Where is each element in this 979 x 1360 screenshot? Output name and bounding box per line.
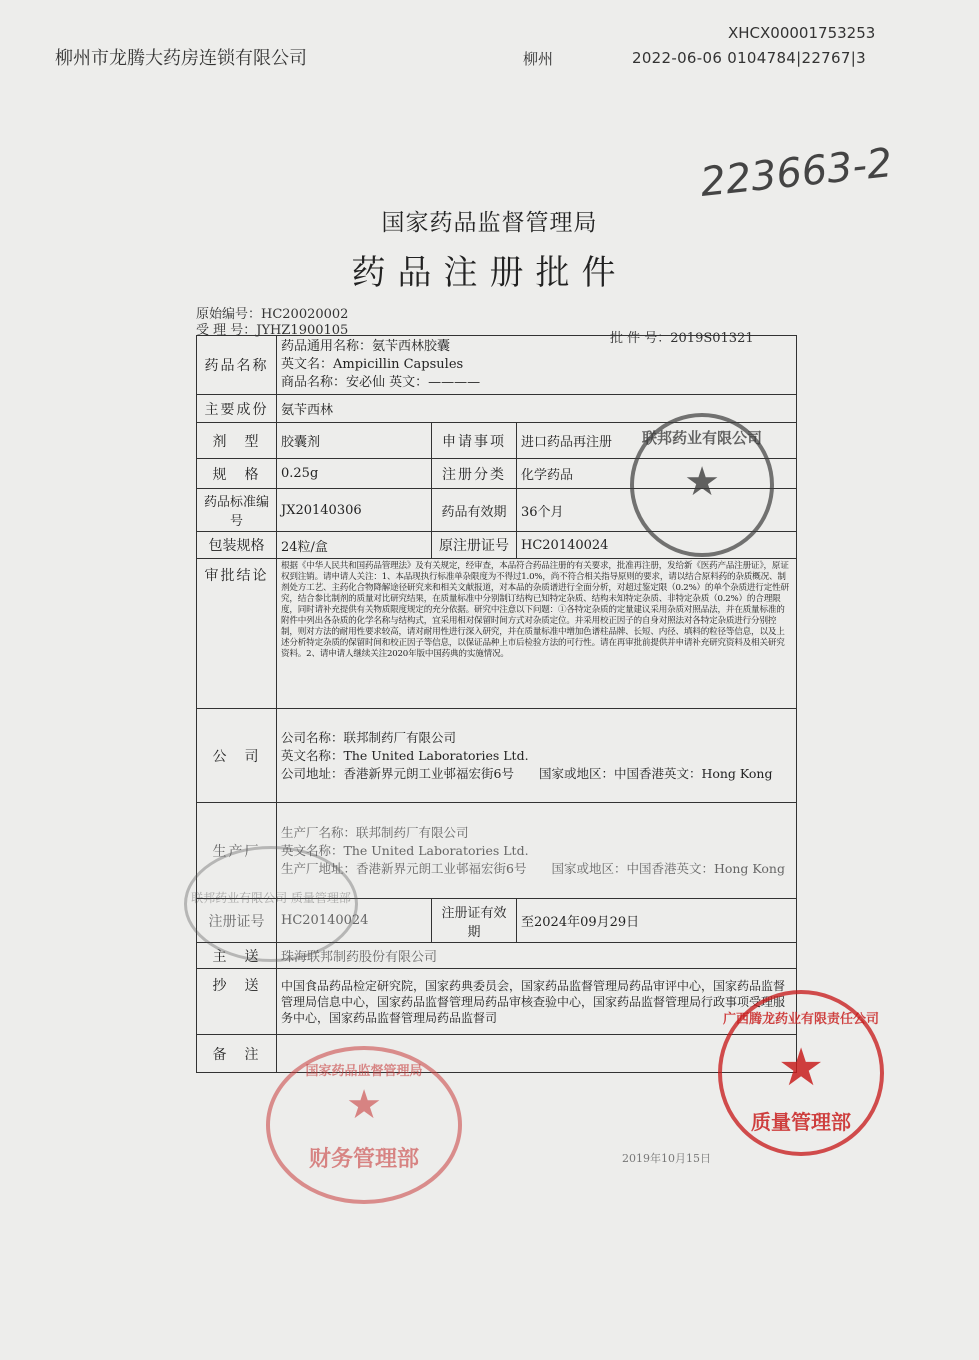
gray-seal — [184, 846, 358, 962]
ingredient-value: 氨苄西林 — [277, 395, 797, 423]
lianbang-seal — [630, 413, 774, 557]
standard-value: JX20140306 — [277, 489, 432, 532]
date-reference: 2022-06-06 0104784|22767|3 — [632, 49, 866, 67]
signature-date: 2019年10月15日 — [622, 1152, 711, 1165]
label-reg-validity: 注册证有效期 — [432, 899, 517, 943]
row-cc — [197, 969, 797, 1035]
manufacturer-name: 生产厂名称：联邦制药厂有限公司 — [281, 824, 469, 840]
manufacturer-info — [277, 803, 797, 899]
government-seal — [266, 1046, 462, 1204]
company-info — [277, 709, 797, 803]
conclusion-text: 根据《中华人民共和国药品管理法》及有关规定，经审查，本品符合药品注册的有关要求，批准再注册，发给新《医药产品注册证》，原证权到注销。请申请人关注：1、本品现执行标准单杂限度为不得过1.0%，尚不符合相关指导原则的要求，请以结合原料药的杂质概况、制剂处方工艺、主药化合物降解途径研究来和相关文献报道，对本品的杂质谱进行全面分析，对超过鉴定限（0.2%）的单个杂质进行定性研究，结合参比制剂的质量对比研究结果，在质量标准中分别制订结构已知特定杂质、结构未知特定杂质、非特定杂质（0.2%）的合理限度，同时请补充提供有关物质限度规定的充分依据。研究中注意以下问题：①各特定杂质的定量建议采用杂质对照品法，并在质量标准的附件中列出各杂质的化学名称与结构式，宜采用相对保留时间方式对杂质定位。并采用校正因子的自身对照法对各特定杂质进行分别控制，则对方法的耐用性要求较高，请对耐用性进行深入研究，并在质量标准中增加色谱柱品牌、长短、内径、填料的粒径等信息，以及上述分析特定杂质的保留时间和校正因子等信息，以保证品种上市后检验方法的可行性。请在再审批前提供并申请补充研究资料及相关研究资料。2、请申请人继续关注2020年版中国药典的实施情况。 — [277, 559, 797, 709]
row-drug-name — [197, 336, 797, 395]
reg-cert-value: HC20140024 — [277, 899, 432, 943]
validity-value: 36个月 — [517, 489, 797, 532]
reg-validity-value: 至2024年09月29日 — [517, 899, 797, 943]
label-main-send: 主 送 — [197, 943, 277, 969]
document-code: XHCX00001753253 — [728, 24, 876, 42]
gray-seal-text: 联邦药业有限公司 质量管理部 — [191, 891, 351, 905]
handwritten-note: 223663-2 — [698, 140, 895, 206]
spec-value: 0.25g — [277, 459, 432, 489]
agency-name: 国家药品监督管理局 — [381, 210, 598, 236]
label-validity: 药品有效期 — [432, 489, 517, 532]
gov-seal-sub: 财务管理部 — [308, 1147, 419, 1172]
trade-name: 商品名称：安必仙 英文：———— — [281, 375, 481, 390]
star-icon: ★ — [346, 1082, 382, 1128]
star-icon: ★ — [684, 459, 720, 505]
label-ingredient: 主要成份 — [197, 395, 277, 423]
package-value: 24粒/盒 — [277, 532, 432, 559]
company-english: 英文名称：The United Laboratories Ltd. — [281, 747, 529, 763]
row-conclusion — [197, 559, 797, 709]
guangxi-seal — [718, 990, 884, 1156]
label-reg-cert: 注册证号 — [197, 899, 277, 943]
label-package: 包装规格 — [197, 532, 277, 559]
gx-seal-sub: 质量管理部 — [751, 1110, 851, 1134]
label-orig-reg: 原注册证号 — [432, 532, 517, 559]
row-company — [197, 709, 797, 803]
document-title: 药品注册批件 — [351, 253, 628, 293]
manufacturer-english: 英文名称：The United Laboratories Ltd. — [281, 842, 529, 858]
generic-name: 药品通用名称：氨苄西林胶囊 — [281, 339, 451, 354]
dosage-form-value: 胶囊剂 — [277, 423, 432, 459]
english-name: 英文名：Ampicillin Capsules — [281, 357, 464, 372]
label-company: 公 司 — [197, 709, 277, 803]
label-drug-name: 药品名称 — [197, 336, 277, 395]
drug-names — [277, 336, 797, 395]
city-label: 柳州 — [523, 50, 554, 68]
approval-number: 批 件 号：2019S01321 — [610, 331, 754, 346]
label-spec: 规 格 — [197, 459, 277, 489]
label-manufacturer: 生产厂 — [197, 803, 277, 899]
label-cc: 抄 送 — [197, 969, 277, 1035]
manufacturer-address: 生产厂地址：香港新界元朗工业邨福宏街6号 国家或地区：中国香港英文：Hong Kong — [281, 860, 785, 876]
company-name: 公司名称：联邦制药厂有限公司 — [281, 729, 457, 745]
company-address: 公司地址：香港新界元朗工业邨福宏街6号 国家或地区：中国香港英文：Hong Kong — [281, 765, 773, 781]
acceptance-number: 受 理 号：JYHZ1900105 — [196, 323, 349, 338]
gx-seal-text: 广西腾龙药业有限责任公司 — [722, 1012, 879, 1027]
label-conclusion: 审批结论 — [197, 559, 277, 709]
category-value: 化学药品 — [517, 459, 797, 489]
label-application: 申请事项 — [432, 423, 517, 459]
application-value: 进口药品再注册 — [517, 423, 797, 459]
lianbang-seal-text: 联邦药业有限公司 — [641, 429, 762, 447]
original-number: 原始编号：HC20020002 — [196, 307, 349, 322]
cc-value: 中国食品药品检定研究院，国家药典委员会，国家药品监督管理局药品审评中心，国家药品监督管理局信息中心，国家药品监督管理局药品审核查验中心，国家药品监督管理局行政事项受理服务中心，国家药品监督管理局药品监督司 — [277, 969, 797, 1035]
gov-seal-text: 国家药品监督管理局 — [305, 1064, 423, 1079]
label-category: 注册分类 — [432, 459, 517, 489]
orig-reg-value: HC20140024 — [517, 532, 797, 559]
star-icon: ★ — [777, 1038, 825, 1098]
label-dosage-form: 剂 型 — [197, 423, 277, 459]
label-standard: 药品标准编号 — [197, 489, 277, 532]
pharmacy-company: 柳州市龙腾大药房连锁有限公司 — [55, 48, 307, 69]
label-remarks: 备 注 — [197, 1035, 277, 1073]
main-send-value: 珠海联邦制药股份有限公司 — [277, 943, 797, 969]
